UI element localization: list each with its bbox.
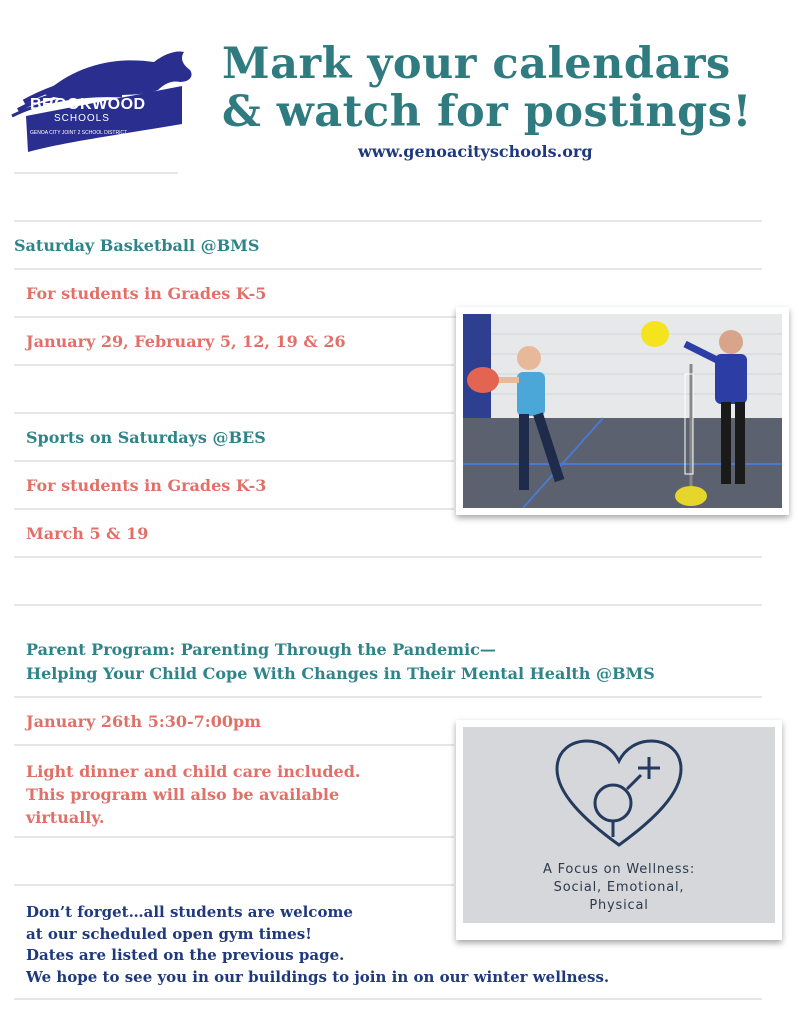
divider — [14, 508, 454, 510]
title-line-1: Mark your calendars — [222, 39, 731, 89]
heart-wellness-icon — [463, 727, 775, 857]
wellness-caption-line-3: Physical — [589, 898, 649, 913]
footer-line-4: We hope to see you in our buildings to join in on our winter wellness. — [26, 967, 610, 986]
divider — [14, 364, 454, 366]
footer-message — [26, 902, 609, 988]
divider — [14, 604, 762, 606]
parent-title-line-2: Helping Your Child Cope With Changes in Their Mental Health @BMS — [26, 664, 655, 683]
parent-info-line-1: Light dinner and child care included. — [26, 762, 361, 781]
basketball-grades: For students in Grades K-5 — [26, 284, 267, 303]
divider — [14, 998, 762, 1000]
divider — [14, 172, 178, 174]
divider — [14, 268, 762, 270]
sports-title: Sports on Saturdays @BES — [26, 428, 266, 447]
page-title — [222, 40, 752, 136]
basketball-dates: January 29, February 5, 12, 19 & 26 — [26, 332, 346, 351]
logo-name-line2: SCHOOLS — [54, 113, 110, 124]
divider — [14, 836, 454, 838]
divider — [14, 884, 454, 886]
parent-title-line-1: Parent Program: Parenting Through the Pandemic— — [26, 640, 496, 659]
footer-line-3: Dates are listed on the previous page. — [26, 946, 345, 964]
wellness-caption-line-1: A Focus on Wellness: — [542, 862, 696, 877]
title-line-2: & watch for postings! — [222, 87, 752, 137]
divider — [14, 412, 454, 414]
parent-info-line-3: virtually. — [26, 808, 105, 827]
divider — [14, 556, 762, 558]
sports-grades: For students in Grades K-3 — [26, 476, 267, 495]
kids-playing-photo — [463, 314, 782, 508]
divider — [14, 696, 762, 698]
divider — [14, 460, 454, 462]
parent-info — [26, 760, 360, 829]
sports-dates: March 5 & 19 — [26, 524, 149, 543]
website-link[interactable]: www.genoacityschools.org — [358, 142, 593, 161]
basketball-title: Saturday Basketball @BMS — [14, 236, 260, 255]
wellness-card-inner — [463, 727, 775, 923]
footer-line-2: at our scheduled open gym times! — [26, 924, 312, 943]
parent-info-line-2: This program will also be available — [26, 785, 340, 804]
gym-photo — [456, 307, 789, 515]
wellness-caption-line-2: Social, Emotional, — [553, 880, 685, 895]
brookwood-logo — [4, 46, 200, 158]
divider — [14, 220, 762, 222]
logo-district: GENOA CITY JOINT 2 SCHOOL DISTRICT — [30, 130, 128, 136]
divider — [14, 744, 454, 746]
logo-name-line1: BROOKWOOD — [30, 96, 146, 113]
footer-line-1: Don’t forget…all students are welcome — [26, 903, 353, 921]
parent-datetime: January 26th 5:30-7:00pm — [26, 712, 262, 731]
